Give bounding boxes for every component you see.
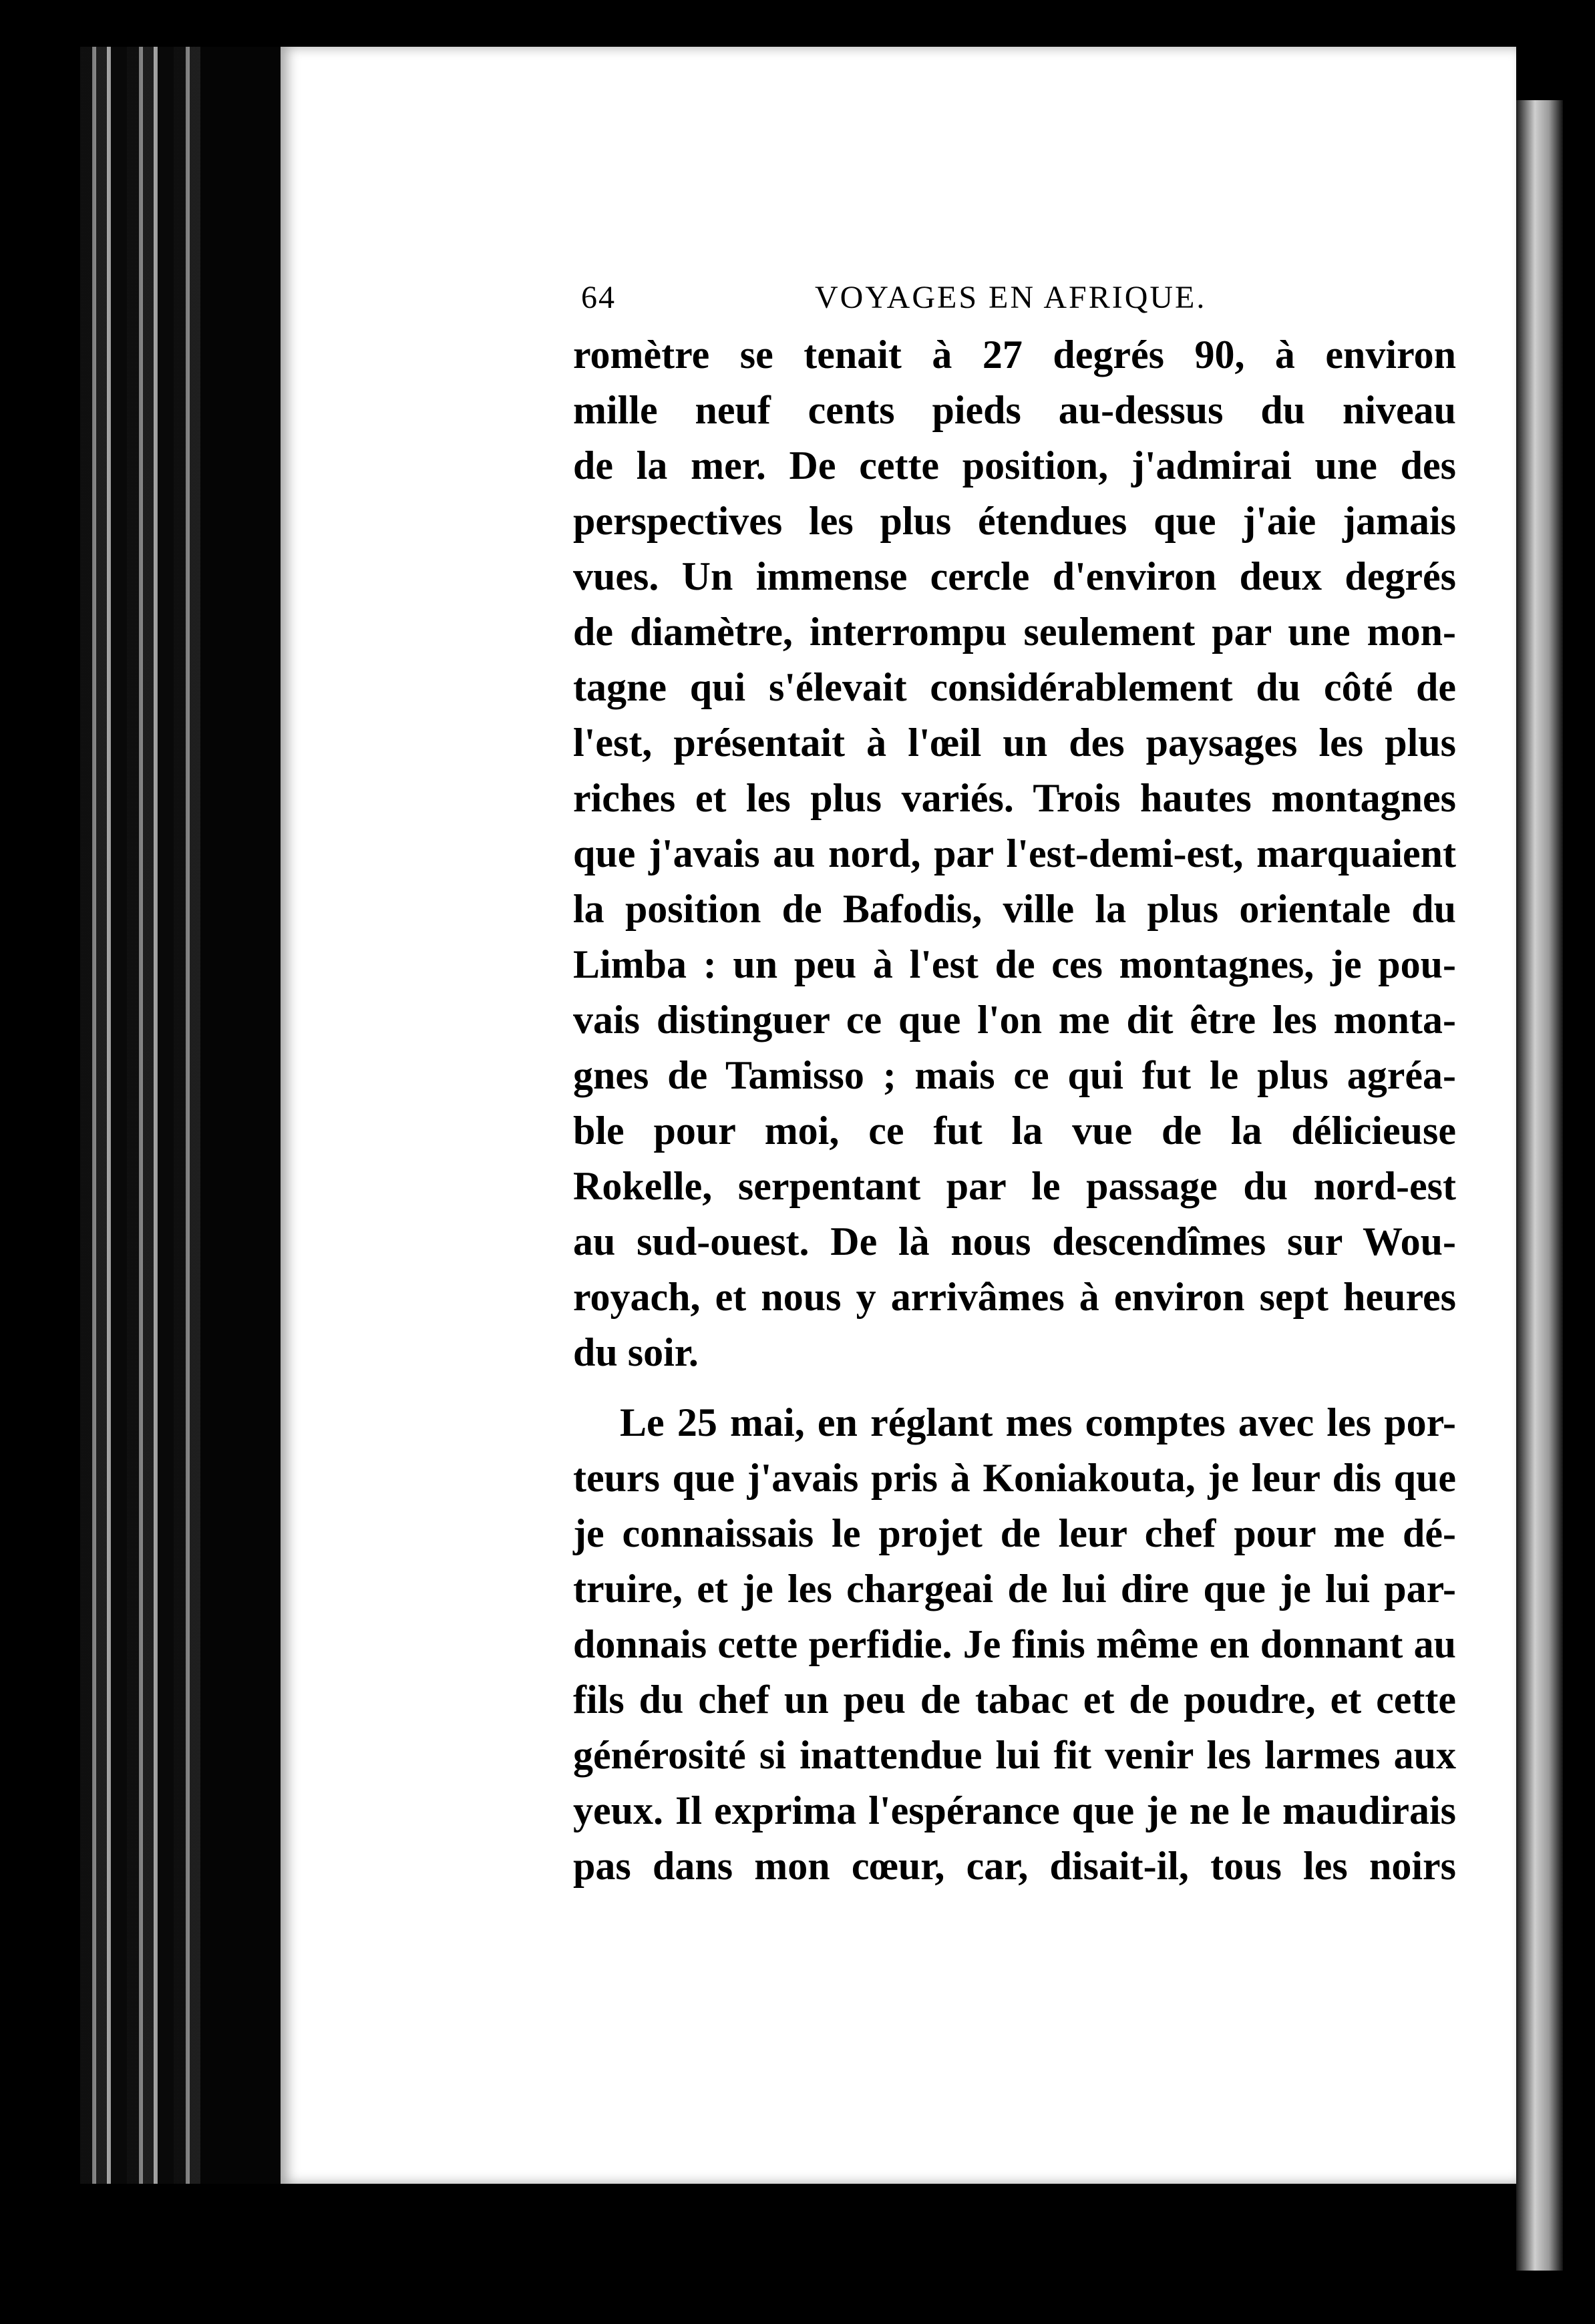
text-line: pas dans mon cœur, car, disait-il, tous les noirs: [573, 1844, 1456, 1888]
page-number: 64: [581, 280, 616, 315]
text-line: truire, et je les chargeai de lui dire que je lui par-: [573, 1567, 1456, 1611]
text-line: vues. Un immense cercle d'environ deux degrés: [573, 554, 1456, 598]
next-page-edge: [1516, 100, 1563, 2271]
text-line: je connaissais le projet de leur chef pour me dé-: [573, 1511, 1456, 1555]
text-line: riches et les plus variés. Trois hautes montagnes: [573, 776, 1456, 820]
book-spine-shadow: [200, 47, 287, 2184]
text-line: générosité si inattendue lui fit venir les larmes aux: [573, 1733, 1456, 1777]
text-line: donnais cette perfidie. Je finis même en donnant au: [573, 1622, 1456, 1666]
text-line: royach, et nous y arrivâmes à environ sept heures: [573, 1275, 1456, 1319]
text-line: du soir.: [573, 1330, 699, 1374]
text-line: vais distinguer ce que l'on me dit être les monta-: [573, 998, 1456, 1042]
text-line: mille neuf cents pieds au-dessus du niveau: [573, 388, 1456, 432]
running-head: VOYAGES EN AFRIQUE.: [815, 280, 1207, 315]
text-line: gnes de Tamisso ; mais ce qui fut le plus agréa-: [573, 1053, 1456, 1097]
text-line: ble pour moi, ce fut la vue de la délicieuse: [573, 1109, 1456, 1153]
text-line: la position de Bafodis, ville la plus orientale du: [573, 887, 1456, 931]
text-line: Rokelle, serpentant par le passage du nord-est: [573, 1164, 1456, 1208]
text-line: que j'avais au nord, par l'est-demi-est, marquaient: [573, 831, 1456, 876]
text-line: teurs que j'avais pris à Koniakouta, je leur dis que: [573, 1456, 1456, 1500]
text-line: Limba : un peu à l'est de ces montagnes, je pou-: [573, 942, 1456, 986]
text-line: Le 25 mai, en réglant mes comptes avec les por-: [620, 1400, 1456, 1444]
paragraph-gap: [573, 1380, 1456, 1395]
text-line: yeux. Il exprima l'espérance que je ne le maudirais: [573, 1788, 1456, 1832]
text-line: romètre se tenait à 27 degrés 90, à environ: [573, 333, 1456, 377]
text-line: de diamètre, interrompu seulement par une mon-: [573, 610, 1456, 654]
body-text: [573, 327, 1456, 1894]
text-line: fils du chef un peu de tabac et de poudre, et cette: [573, 1678, 1456, 1722]
text-line: perspectives les plus étendues que j'aie jamais: [573, 499, 1456, 543]
text-line: tagne qui s'élevait considérablement du côté de: [573, 665, 1456, 709]
page-header: [581, 279, 1249, 326]
text-line: l'est, présentait à l'œil un des paysages les plus: [573, 721, 1456, 765]
text-line: au sud-ouest. De là nous descendîmes sur Wou-: [573, 1219, 1456, 1264]
text-line: de la mer. De cette position, j'admirai une des: [573, 443, 1456, 488]
